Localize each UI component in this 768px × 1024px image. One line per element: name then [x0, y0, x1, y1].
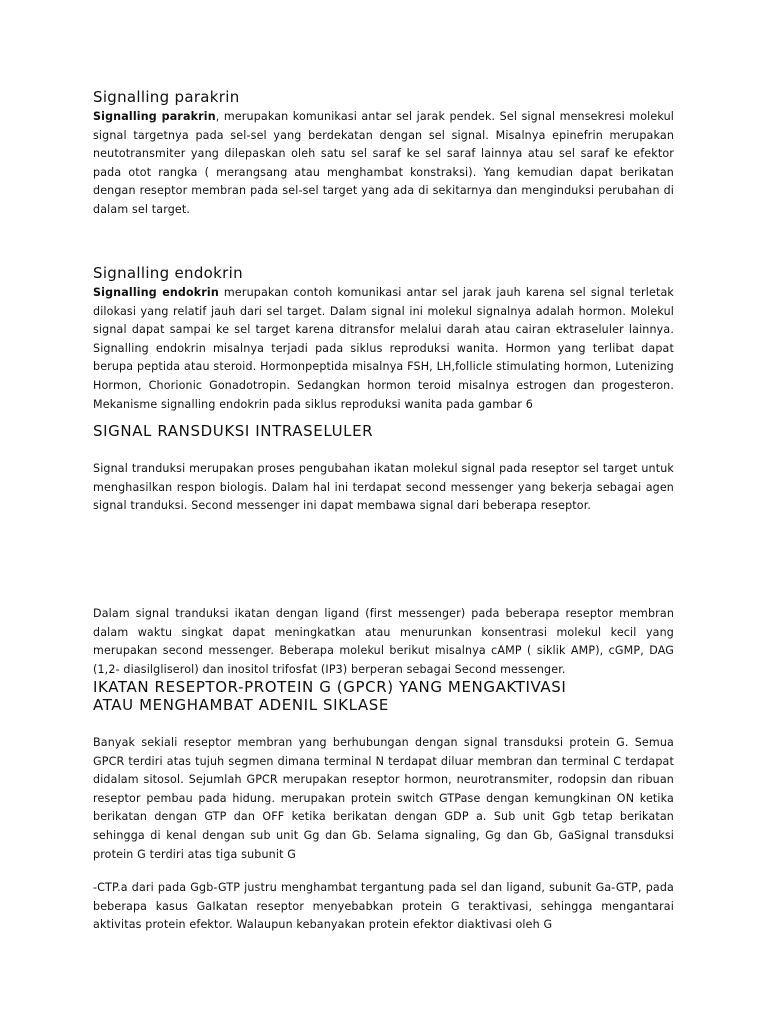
heading-signal-transduksi: SIGNAL RANSDUKSI INTRASELULER [93, 422, 374, 440]
paragraph-gpcr-2: -CTP.a dari pada Ggb-GTP justru menghambat tergantung pada sel dan ligand, subunit Ga-GTP, pada beberapa kasus GaIkatan reseptor menyebabkan protein G teraktivasi, sehingga mengantarai aktivitas protein efektor. Walaupun kebanyakan protein efektor diaktivasi oleh G [93, 881, 674, 932]
heading-signalling-endokrin: Signalling endokrin [93, 264, 243, 282]
lead-term-endokrin: Signalling endokrin [93, 286, 219, 299]
paragraph-parakrin [93, 108, 674, 220]
heading-signalling-parakrin: Signalling parakrin [93, 88, 240, 106]
paragraph-gpcr-1: Banyak sekiali reseptor membran yang berhubungan dengan signal transduksi protein G. Semua GPCR terdiri atas tujuh segmen dimana terminal N terdapat diluar membran dan terminal C terdapat didalam sitosol. Sejumlah GPCR merupakan reseptor hormon, neurotransmiter, rodopsin dan ribuan reseptor pembau pada hidung. merupakan protein switch GTPase dengan kemungkinan ON ketika berikatan dengan GTP dan OFF ketika berikatan dengan GDP a. Sub unit Ggb tetap berikatan sehingga di kenal dengan sub unit Gg dan Gb. Selama signaling, Gg dan Gb, GaSignal transduksi protein G terdiri atas tiga subunit G [93, 736, 674, 861]
heading-gpcr-line-2: ATAU MENGHAMBAT ADENIL SIKLASE [93, 696, 389, 714]
paragraph-transduksi-1: Signal tranduksi merupakan proses pengubahan ikatan molekul signal pada reseptor sel target untuk menghasilkan respon biologis. Dalam hal ini terdapat second messenger yang bekerja sebagai agen signal tranduksi. Second messenger ini dapat membawa signal dari beberapa reseptor. [93, 462, 674, 513]
paragraph-parakrin-body: , merupakan komunikasi antar sel jarak pendek. Sel signal mensekresi molekul signal targetnya pada sel-sel yang berdekatan dengan sel signal. Misalnya epinefrin merupakan neutotransmiter yang dilepaskan oleh satu sel saraf ke sel saraf lainnya atau sel saraf ke efektor pada otot rangka ( merangsang atau menghambat konstraksi). Yang kemudian dapat berikatan dengan reseptor membran pada sel-sel target yang ada di sekitarnya dan menginduksi perubahan di dalam sel target. [93, 110, 674, 216]
paragraph-transduksi-2: Dalam signal tranduksi ikatan dengan ligand (first messenger) pada beberapa reseptor membran dalam waktu singkat dapat meningkatkan atau menurunkan konsentrasi molekul kecil yang merupakan second messenger. Beberapa molekul berikut misalnya cAMP ( siklik AMP), cGMP, DAG (1,2- diasilgliserol) dan inositol trifosfat (IP3) berperan sebagai Second messenger. [93, 607, 674, 676]
heading-gpcr-line-1: IKATAN RESEPTOR-PROTEIN G (GPCR) YANG MENGAKTIVASI [93, 678, 567, 696]
paragraph-endokrin [93, 284, 674, 414]
lead-term-parakrin: Signalling parakrin [93, 110, 216, 123]
paragraph-endokrin-body: merupakan contoh komunikasi antar sel jarak jauh karena sel signal terletak dilokasi yang relatif jauh dari sel target. Dalam signal ini molekul signalnya adalah hormon. Molekul signal dapat sampai ke sel target karena ditransfor melalui darah atau cairan ektraseluler lainnya. Signalling endokrin misalnya terjadi pada siklus reproduksi wanita. Hormon yang terlibat dapat berupa peptida atau steroid. Hormonpeptida misalnya FSH, LH,follicle stimulating hormon, Lutenizing Hormon, Chorionic Gonadotropin. Sedangkan hormon teroid misalnya estrogen dan progesteron. Mekanisme signalling endokrin pada siklus reproduksi wanita pada gambar 6 [93, 286, 674, 411]
